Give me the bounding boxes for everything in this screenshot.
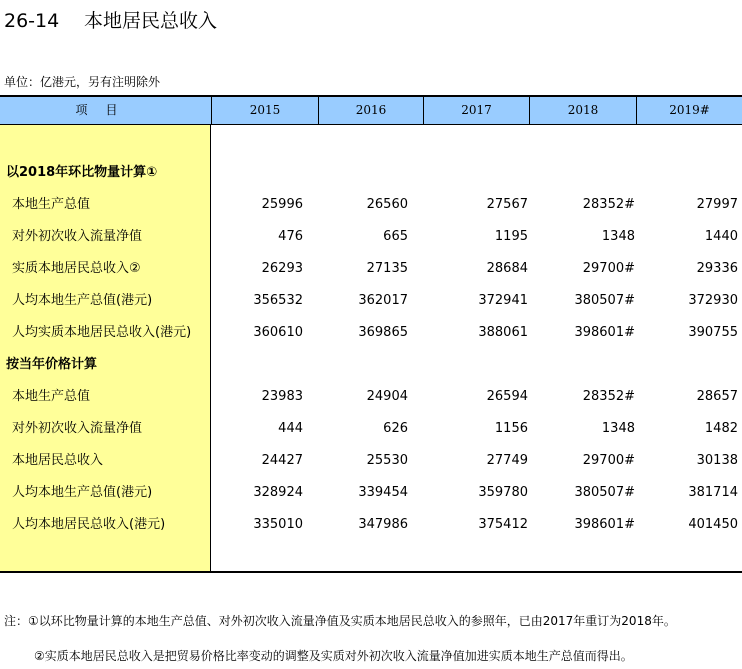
row-value: 29336 <box>696 261 738 276</box>
note-1: 注：①以环比物量计算的本地生产总值、对外初次收入流量净值及实质本地居民总收入的参照年，已由2017年重订为2018年。 <box>4 614 676 628</box>
note-2: ②实质本地居民总收入是把贸易价格比率变动的调整及实质对外初次收入流量净值加进实质本地生产总值而得出。 <box>34 649 633 663</box>
row-value: 28684 <box>486 261 528 276</box>
row-value: 359780 <box>478 485 528 500</box>
row-value: 28352# <box>582 389 635 404</box>
row-value: 27997 <box>696 197 738 212</box>
row-value: 665 <box>383 229 408 244</box>
row-value: 1348 <box>601 229 635 244</box>
row-label: 实质本地居民总收入② <box>12 261 141 276</box>
table-title: 本地居民总收入 <box>84 10 218 32</box>
page-title <box>4 6 217 33</box>
row-value: 29700# <box>582 453 635 468</box>
row-label: 人均本地居民总收入(港元) <box>12 517 166 532</box>
row-value: 369865 <box>358 325 408 340</box>
header-year: 2016 <box>318 97 423 124</box>
section-heading <box>0 157 742 189</box>
row-value: 398601# <box>574 517 635 532</box>
row-value: 29700# <box>582 261 635 276</box>
row-value: 339454 <box>358 485 408 500</box>
table-row <box>0 317 742 349</box>
section-heading-label: 按当年价格计算 <box>6 357 98 372</box>
table-header <box>0 97 742 125</box>
row-label: 对外初次收入流量净值 <box>12 421 143 436</box>
row-value: 25996 <box>261 197 303 212</box>
header-year: 2015 <box>211 97 318 124</box>
row-value: 390755 <box>688 325 738 340</box>
row-value: 26594 <box>486 389 528 404</box>
row-label: 本地生产总值 <box>12 389 91 404</box>
table-number: 26-14 <box>4 10 60 32</box>
row-label: 本地生产总值 <box>12 197 91 212</box>
row-value: 1156 <box>494 421 528 436</box>
row-value: 1482 <box>704 421 738 436</box>
row-value: 28657 <box>696 389 738 404</box>
header-item: 项目 <box>0 97 211 124</box>
row-value: 380507# <box>574 485 635 500</box>
row-label: 本地居民总收入 <box>12 453 104 468</box>
row-value: 380507# <box>574 293 635 308</box>
row-value: 372941 <box>478 293 528 308</box>
row-value: 375412 <box>478 517 528 532</box>
row-value: 24904 <box>366 389 408 404</box>
row-value: 388061 <box>478 325 528 340</box>
row-value: 27567 <box>486 197 528 212</box>
row-value: 27749 <box>486 453 528 468</box>
row-value: 27135 <box>366 261 408 276</box>
table-row <box>0 381 742 413</box>
row-value: 347986 <box>358 517 408 532</box>
row-value: 25530 <box>366 453 408 468</box>
header-year: 2019# <box>636 97 742 124</box>
row-label: 人均实质本地居民总收入(港元) <box>12 325 192 340</box>
table-row <box>0 413 742 445</box>
row-value: 444 <box>278 421 303 436</box>
row-value: 401450 <box>688 517 738 532</box>
row-value: 1195 <box>494 229 528 244</box>
table-row <box>0 253 742 285</box>
table-row <box>0 221 742 253</box>
row-value: 1348 <box>601 421 635 436</box>
header-year: 2017 <box>423 97 529 124</box>
row-value: 26293 <box>261 261 303 276</box>
unit-label: 单位：亿港元，另有注明除外 <box>4 75 161 89</box>
row-value: 381714 <box>688 485 738 500</box>
row-value: 30138 <box>696 453 738 468</box>
table-row <box>0 477 742 509</box>
row-value: 26560 <box>366 197 408 212</box>
table-row <box>0 445 742 477</box>
row-value: 372930 <box>688 293 738 308</box>
row-value: 23983 <box>261 389 303 404</box>
row-value: 28352# <box>582 197 635 212</box>
section-heading <box>0 349 742 381</box>
row-label: 人均本地生产总值(港元) <box>12 485 153 500</box>
section-heading-label: 以2018年环比物量计算① <box>6 165 158 180</box>
row-value: 335010 <box>253 517 303 532</box>
row-value: 1440 <box>704 229 738 244</box>
row-value: 398601# <box>574 325 635 340</box>
table-row <box>0 285 742 317</box>
row-label: 人均本地生产总值(港元) <box>12 293 153 308</box>
table-row <box>0 509 742 541</box>
row-value: 476 <box>278 229 303 244</box>
row-label: 对外初次收入流量净值 <box>12 229 143 244</box>
data-table <box>0 95 742 573</box>
row-value: 360610 <box>253 325 303 340</box>
row-value: 362017 <box>358 293 408 308</box>
row-value: 626 <box>383 421 408 436</box>
row-value: 356532 <box>253 293 303 308</box>
header-year: 2018 <box>529 97 636 124</box>
row-value: 24427 <box>261 453 303 468</box>
row-value: 328924 <box>253 485 303 500</box>
table-row <box>0 189 742 221</box>
